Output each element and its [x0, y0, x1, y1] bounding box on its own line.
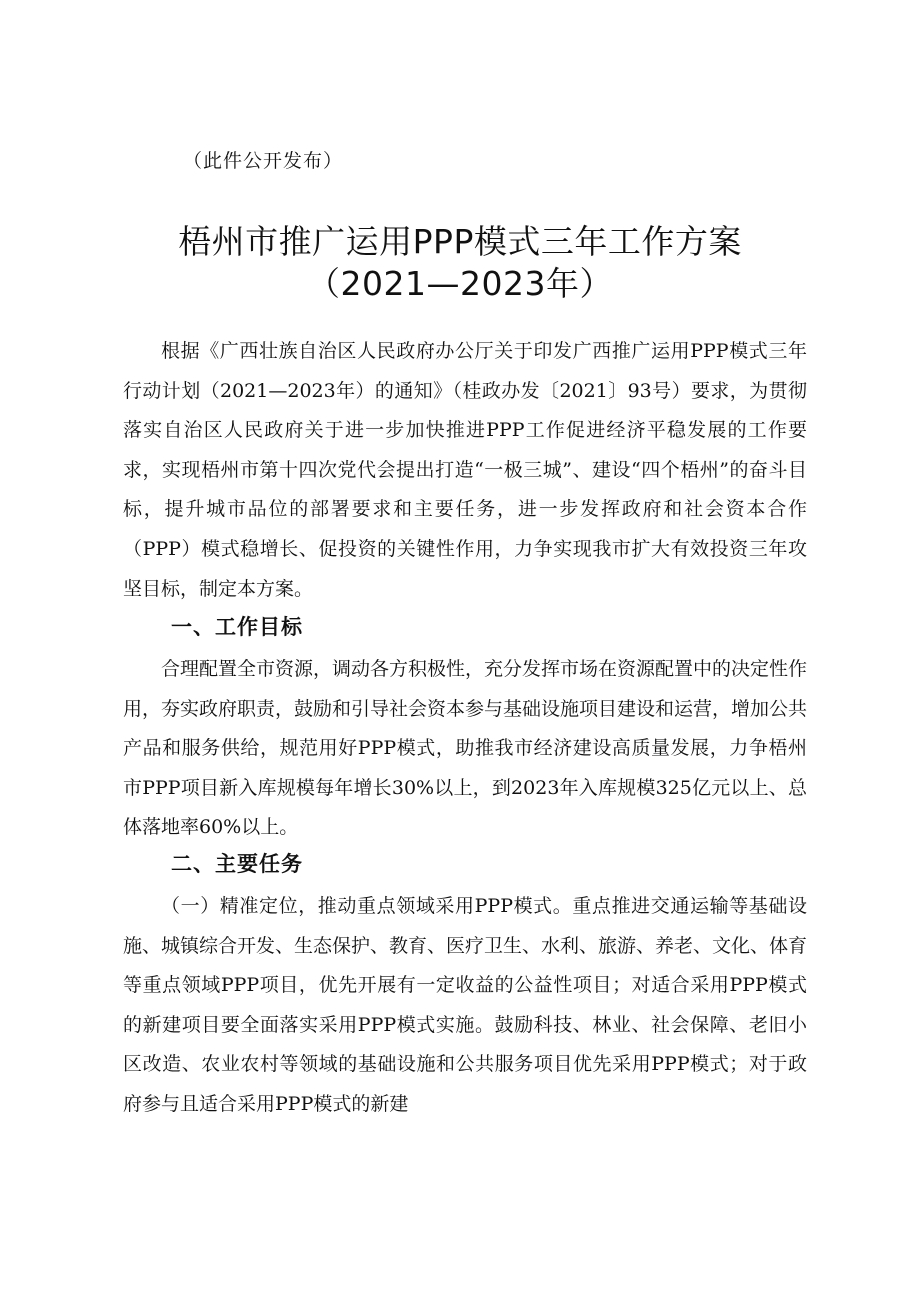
intro-paragraph: 根据《广西壮族自治区人民政府办公厅关于印发广西推广运用PPP模式三年行动计划（2021—2023年）的通知》（桂政办发〔2021〕93号）要求，为贯彻落实自治区人民政府关于进一步加快推进PPP工作促进经济平稳发展的工作要求，实现梧州市第十四次党代会提出打造“一极三城”、建设“四个梧州”的奋斗目标，提升城市品位的部署要求和主要任务，进一步发挥政府和社会资本合作（PPP）模式稳增长、促投资的关键性作用，力争实现我市扩大有效投资三年攻坚目标，制定本方案。	[123, 340, 807, 600]
section-heading-tasks: 二、主要任务	[171, 852, 303, 876]
document-title: 梧州市推广运用PPP模式三年工作方案	[178, 222, 742, 261]
section-paragraph-tasks: （一）精准定位，推动重点领域采用PPP模式。重点推进交通运输等基础设施、城镇综合开发、生态保护、教育、医疗卫生、水利、旅游、养老、文化、体育等重点领域PPP项目，优先开展有一定收益的公益性项目；对适合采用PPP模式的新建项目要全面落实采用PPP模式实施。鼓励科技、林业、社会保障、老旧小区改造、农业农村等领域的基础设施和公共服务项目优先采用PPP模式；对于政府参与且适合采用PPP模式的新建	[123, 895, 808, 1115]
publication-notice: （此件公开发布）	[183, 150, 344, 172]
section-heading-goals: 一、工作目标	[171, 615, 303, 639]
document-title-period: （2021—2023年）	[307, 264, 613, 303]
section-paragraph-goals: 合理配置全市资源，调动各方积极性，充分发挥市场在资源配置中的决定性作用，夯实政府职责，鼓励和引导社会资本参与基础设施项目建设和运营，增加公共产品和服务供给，规范用好PPP模式，助推我市经济建设高质量发展，力争梧州市PPP项目新入库规模每年增长30%以上，到2023年入库规模325亿元以上、总体落地率60%以上。	[123, 658, 808, 839]
